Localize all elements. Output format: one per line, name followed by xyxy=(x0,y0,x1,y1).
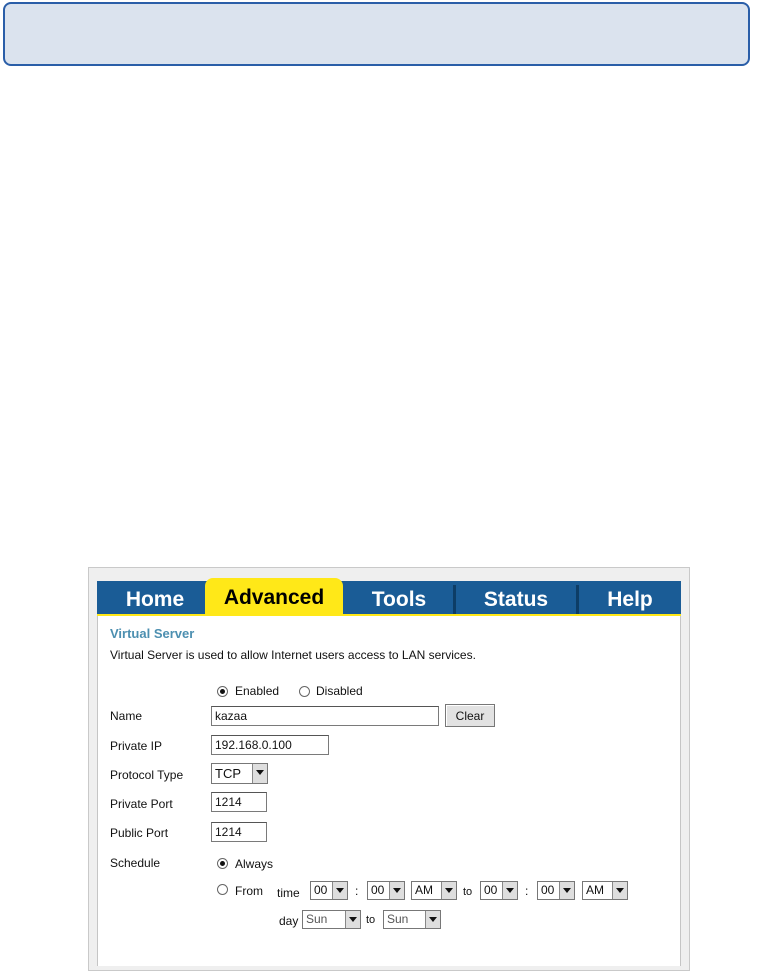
enabled-radio[interactable] xyxy=(217,686,228,697)
chevron-down-icon xyxy=(441,882,456,899)
chevron-down-icon xyxy=(612,882,627,899)
tab-tools[interactable]: Tools xyxy=(347,581,451,615)
enabled-label: Enabled xyxy=(235,684,280,698)
clear-button[interactable]: Clear xyxy=(445,704,495,727)
start-ampm-value: AM xyxy=(415,883,433,897)
chevron-down-icon xyxy=(559,882,574,899)
always-label: Always xyxy=(235,857,274,871)
start-hour-value: 00 xyxy=(314,883,328,897)
chevron-down-icon xyxy=(332,882,347,899)
day-to-label: to xyxy=(366,914,376,926)
to-label: to xyxy=(463,886,473,898)
top-banner xyxy=(3,2,750,66)
chevron-down-icon xyxy=(389,882,404,899)
end-minute-value: 00 xyxy=(541,883,555,897)
time-colon: : xyxy=(525,884,529,898)
start-day-value: Sun xyxy=(306,912,328,926)
from-label: From xyxy=(235,884,263,898)
chevron-down-icon xyxy=(345,911,360,928)
private-ip-input[interactable] xyxy=(211,735,329,755)
tab-separator xyxy=(576,585,579,615)
tab-status[interactable]: Status xyxy=(457,581,575,615)
private-port-input[interactable] xyxy=(211,792,267,812)
schedule-label: Schedule xyxy=(110,856,161,870)
start-ampm-select[interactable] xyxy=(411,881,457,900)
public-port-input[interactable] xyxy=(211,822,267,842)
disabled-label: Disabled xyxy=(316,684,363,698)
time-colon: : xyxy=(355,884,359,898)
end-ampm-value: AM xyxy=(586,883,604,897)
disabled-radio[interactable] xyxy=(299,686,310,697)
private-ip-label: Private IP xyxy=(110,739,163,753)
end-day-select[interactable] xyxy=(383,910,441,929)
end-day-value: Sun xyxy=(387,912,409,926)
from-radio[interactable] xyxy=(217,884,228,895)
start-day-select[interactable] xyxy=(302,910,361,929)
chevron-down-icon xyxy=(252,764,267,783)
end-hour-value: 00 xyxy=(484,883,498,897)
always-radio[interactable] xyxy=(217,858,228,869)
start-hour-select[interactable] xyxy=(310,881,348,900)
end-ampm-select[interactable] xyxy=(582,881,628,900)
section-title: Virtual Server xyxy=(110,626,195,641)
end-hour-select[interactable] xyxy=(480,881,518,900)
name-input[interactable] xyxy=(211,706,439,726)
time-label: time xyxy=(277,886,300,900)
start-minute-select[interactable] xyxy=(367,881,405,900)
private-port-label: Private Port xyxy=(110,797,173,811)
start-minute-value: 00 xyxy=(371,883,385,897)
chevron-down-icon xyxy=(425,911,440,928)
tab-home[interactable]: Home xyxy=(105,581,205,615)
end-minute-select[interactable] xyxy=(537,881,575,900)
protocol-select[interactable] xyxy=(211,763,268,784)
protocol-type-label: Protocol Type xyxy=(110,768,184,782)
tab-separator xyxy=(453,585,456,615)
day-label: day xyxy=(279,914,299,928)
section-description: Virtual Server is used to allow Internet users access to LAN services. xyxy=(110,648,476,662)
public-port-label: Public Port xyxy=(110,826,169,840)
tab-advanced[interactable]: Advanced xyxy=(205,578,343,615)
tab-bar xyxy=(97,581,681,615)
chevron-down-icon xyxy=(502,882,517,899)
protocol-value: TCP xyxy=(215,766,241,781)
name-label: Name xyxy=(110,709,143,723)
tab-help[interactable]: Help xyxy=(580,581,680,615)
